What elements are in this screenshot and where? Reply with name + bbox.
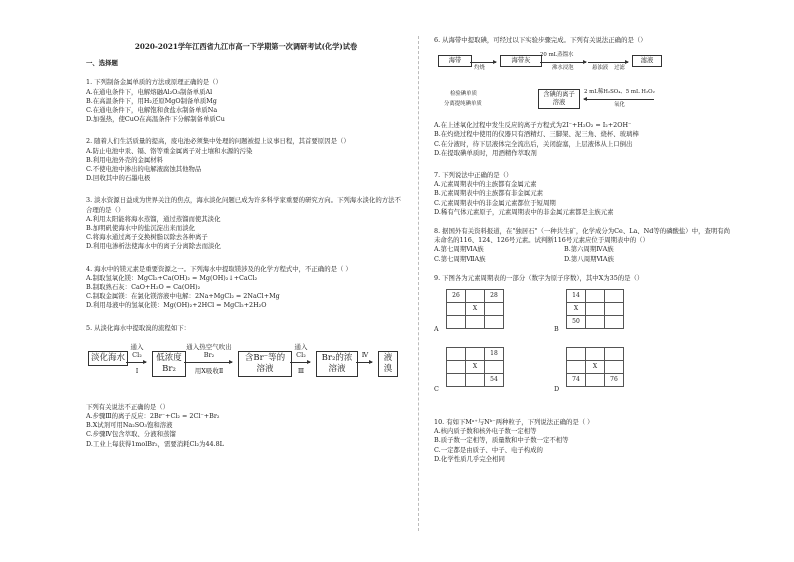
section-heading: 一、选择题: [86, 59, 118, 68]
grid-cell-x: X: [466, 303, 485, 316]
option-d: D.利用母液中的氢氧化镁：Mg(OH)₂+2HCl = MgCl₂+2H₂O: [86, 301, 267, 310]
grid-label-b: B: [554, 325, 559, 334]
flow-label-step1-top: 通入Cl₂: [130, 342, 144, 359]
question-3: [86, 196, 406, 251]
grid-cell: 28: [485, 290, 504, 303]
grid-b: [566, 289, 624, 329]
option-b: B.加明矾使海水中的盐沉淀出来而淡化: [86, 224, 195, 233]
option-d: D.第八周期ⅥA族: [564, 254, 614, 263]
options-row-1: [434, 245, 734, 254]
flow-arrow-1: [126, 362, 146, 363]
flow-box-iodine-solution: 含碘的离子溶液: [538, 89, 580, 109]
question-1: [86, 78, 406, 124]
option-a: A.第七周期ⅥA族: [434, 245, 484, 254]
question-9: [434, 274, 734, 405]
flow-label-soak: 沸水浸泡: [552, 65, 574, 72]
question-stem: 3. 淡水资源日益成为世界关注的焦点，海水淡化问题已成为许多科学家重要的研究方向。下列海水淡化的方法不合理的是（）: [86, 196, 401, 214]
grid-cell-x: X: [466, 361, 485, 374]
grid-c: [446, 347, 504, 387]
flow-box-br-solution: 含Br⁻等的溶液: [238, 351, 292, 377]
option-c: C.不使电池中渗出的电解液腐蚀其他物品: [86, 165, 202, 174]
grid-cell-x: X: [586, 361, 605, 374]
flow-label-step4: Ⅳ: [361, 350, 369, 359]
column-divider: [418, 36, 419, 531]
grid-label-d: D: [554, 385, 560, 394]
option-a: A.利用太阳能将海水蒸馏，通过蒸馏而使其淡化: [86, 214, 221, 223]
flow-box-kelp-ash: 海带灰: [500, 55, 542, 67]
option-c: C.第七周期ⅦA族: [434, 254, 486, 263]
flow-arrow-2: [540, 62, 586, 63]
option-c: C.在通电条件下，电解饱和食盐水制备单质Na: [86, 106, 218, 115]
option-c: C.将海水通过离子交换树脂以除去各种离子: [86, 233, 208, 242]
question-stem: 1. 下列制备金属单质的方法或原理正确的是（）: [86, 78, 222, 87]
option-b: B.质子数一定相等，质量数和中子数一定不相等: [434, 436, 569, 445]
grid-label-c: C: [434, 385, 439, 394]
flow-box-liquid-bromine: 液溴: [378, 351, 398, 377]
option-b: B.在灼烧过程中使用的仪器只有酒精灯、三脚架、泥三角、烧杯、玻璃棒: [434, 130, 639, 139]
option-b: B.制取熟石灰：CaO+H₂O = Ca(OH)₂: [86, 283, 201, 292]
flow-label-step2-bottom: 用X吸收Ⅱ: [194, 366, 224, 375]
grid-cell-x: X: [567, 303, 586, 316]
left-column: [86, 36, 406, 449]
question-2: [86, 137, 406, 183]
question-stem: 9. 下图各为元素周期表的一部分（数字为原子序数），其中X为35的是（）: [434, 273, 644, 282]
option-c: C.在分液时，待下层液体完全流出后，关闭旋塞，上层液体从上口倒出: [434, 139, 633, 148]
flow-arrow-1: [470, 62, 496, 63]
option-d: D.在提取碘单质时，用酒精作萃取剂: [434, 148, 537, 157]
flow-label-step3-bottom: Ⅲ: [297, 366, 305, 375]
flow-label-step3-top: 通入Cl₂: [294, 342, 308, 359]
option-a: A.核内质子数和核外电子数一定相等: [434, 427, 537, 436]
grid-d: [566, 347, 624, 387]
option-d: D.化学性质几乎完全相同: [434, 454, 505, 463]
option-b: B.X试剂可用Na₂SO₃饱和溶液: [86, 421, 173, 430]
flow-label-check-iodine: 检验碘单质: [450, 91, 477, 98]
grid-cell: 54: [485, 374, 504, 387]
option-c: C.制取金属镁：在氯化镁溶液中电解：2Na+MgCl₂ = 2NaCl+Mg: [86, 292, 280, 301]
grid-a: [446, 289, 504, 329]
question-4: [86, 265, 406, 311]
flow-label-water: 20 mL蒸馏水: [540, 52, 574, 59]
flow-arrow-3: [290, 362, 310, 363]
flow-arrow-2: [184, 362, 232, 363]
question-stem: 7. 下列说法中正确的是（）: [434, 171, 513, 180]
option-c: C.步骤Ⅳ包含萃取、分液和蒸馏: [86, 430, 176, 439]
right-column: [434, 36, 734, 464]
question-stem: 4. 海水中的镁元素是重要资源之一。下列海水中提取镁涉及的化学方程式中，不正确的是（ ）: [86, 264, 352, 273]
question-stem: 8. 据国外有关资料报道，在"独居石"（一种共生矿，化学成分为Ce、La、Nd等的磷酸盐）中，查明有尚未命名的116、124、126号元素。试判断116号元素应位于周期表中的（）: [434, 227, 731, 245]
question-7: [434, 171, 734, 217]
option-b: B.第六周期ⅣA族: [564, 245, 614, 254]
option-a: A.制取氢氧化镁：MgCl₂+Ca(OH)₂ = Mg(OH)₂↓+CaCl₂: [86, 273, 258, 282]
flow-label-step1-bottom: Ⅰ: [135, 366, 139, 375]
iodine-flowchart: [434, 49, 734, 117]
periodic-table-fragments: [434, 287, 734, 405]
option-a: A.在通电条件下，电解熔融Al₂O₃制备单质Al: [86, 87, 213, 96]
flow-arrow-3: [588, 62, 628, 63]
flow-label-suspension: 悬浊液: [592, 65, 609, 72]
flow-arrow-4: [584, 99, 654, 100]
flow-label-oxidize: 氧化: [614, 102, 625, 109]
flow-box-filtrate: 滤液: [632, 55, 662, 67]
question-6: [434, 36, 734, 158]
option-b: B.利用电池外壳的金属材料: [86, 155, 164, 164]
question-substem: 下列有关说法不正确的是（）: [86, 402, 170, 411]
option-d: D.加强热，使CuO在高温条件下分解制备单质Cu: [86, 115, 225, 124]
flow-box-seawater: 淡化海水: [88, 351, 128, 366]
grid-cell: 76: [605, 374, 624, 387]
option-c: C.一定都是由质子、中子、电子构成的: [434, 445, 543, 454]
grid-cell: 18: [485, 348, 504, 361]
page-title: 2020-2021学年江西省九江市高一下学期第一次调研考试(化学)试卷: [134, 42, 358, 51]
option-a: A.元素周期表中的主族都有金属元素: [434, 180, 537, 189]
flow-label-burn: 灼烧: [474, 65, 485, 72]
question-stem: 2. 随着人们生活质量的提高，废电池必须集中处理的问题被提上议事日程，其首要原因是（）: [86, 137, 350, 146]
grid-cell: 14: [567, 290, 586, 303]
grid-cell: 26: [447, 290, 466, 303]
flow-arrow-4: [356, 362, 372, 363]
option-b: B.在高温条件下，用H₂还原MgO制备单质Mg: [86, 96, 217, 105]
flow-box-kelp: 海带: [438, 55, 472, 67]
option-a: A.防止电池中汞、镉、铬等重金属离子对土壤和水源的污染: [86, 146, 253, 155]
question-10: [434, 418, 734, 464]
flow-box-low-br2: 低浓度Br₂: [152, 351, 186, 377]
bromine-flowchart: [86, 339, 406, 397]
option-c: C.元素周期表中的非金属元素都位于短周期: [434, 198, 556, 207]
question-5: [86, 324, 406, 449]
question-stem: 10. 有如下Mᵃ⁺与Nᵇ⁻两种粒子，下列说法正确的是（ ）: [434, 418, 594, 427]
flow-label-step2-top: 通入热空气吹出Br₂: [186, 342, 232, 359]
flow-label-reagents: 2 mL稀H₂SO₄、5 mL H₂O₂: [584, 89, 655, 96]
flow-label-purify-iodine: 分离提纯碘单质: [444, 101, 482, 108]
question-8: [434, 227, 734, 264]
flow-label-filter: 过滤: [614, 65, 625, 72]
question-stem: 6. 从海带中提取碘，可经过以下实验步骤完成。下列有关说法正确的是（）: [434, 36, 647, 44]
grid-cell: 74: [567, 374, 586, 387]
option-d: D.回收其中的石墨电极: [86, 174, 151, 183]
option-d: D.工业上每获得1molBr₂，需要消耗Cl₂为44.8L: [86, 439, 224, 448]
option-d: D.稀有气体元素原子，元素周期表中的非金属元素都是主族元素: [434, 207, 614, 216]
grid-cell: 50: [567, 316, 586, 329]
question-stem: 5. 从淡化海水中提取溴的流程如下：: [86, 323, 190, 332]
options-row-2: [434, 255, 734, 264]
option-d: D.利用电渗析法使海水中的离子分离除去而淡化: [86, 242, 221, 251]
option-b: B.元素周期表中的主族都有非金属元素: [434, 189, 543, 198]
flow-box-br2-concentrated: Br₂的浓溶液: [316, 351, 358, 377]
option-a: A.在上述氧化过程中发生反应的离子方程式为2I⁻+H₂O₂ = I₂+2OH⁻: [434, 121, 632, 130]
grid-label-a: A: [434, 325, 439, 334]
option-a: A.步骤Ⅲ的离子反应：2Br⁻+Cl₂ = 2Cl⁻+Br₂: [86, 412, 220, 421]
